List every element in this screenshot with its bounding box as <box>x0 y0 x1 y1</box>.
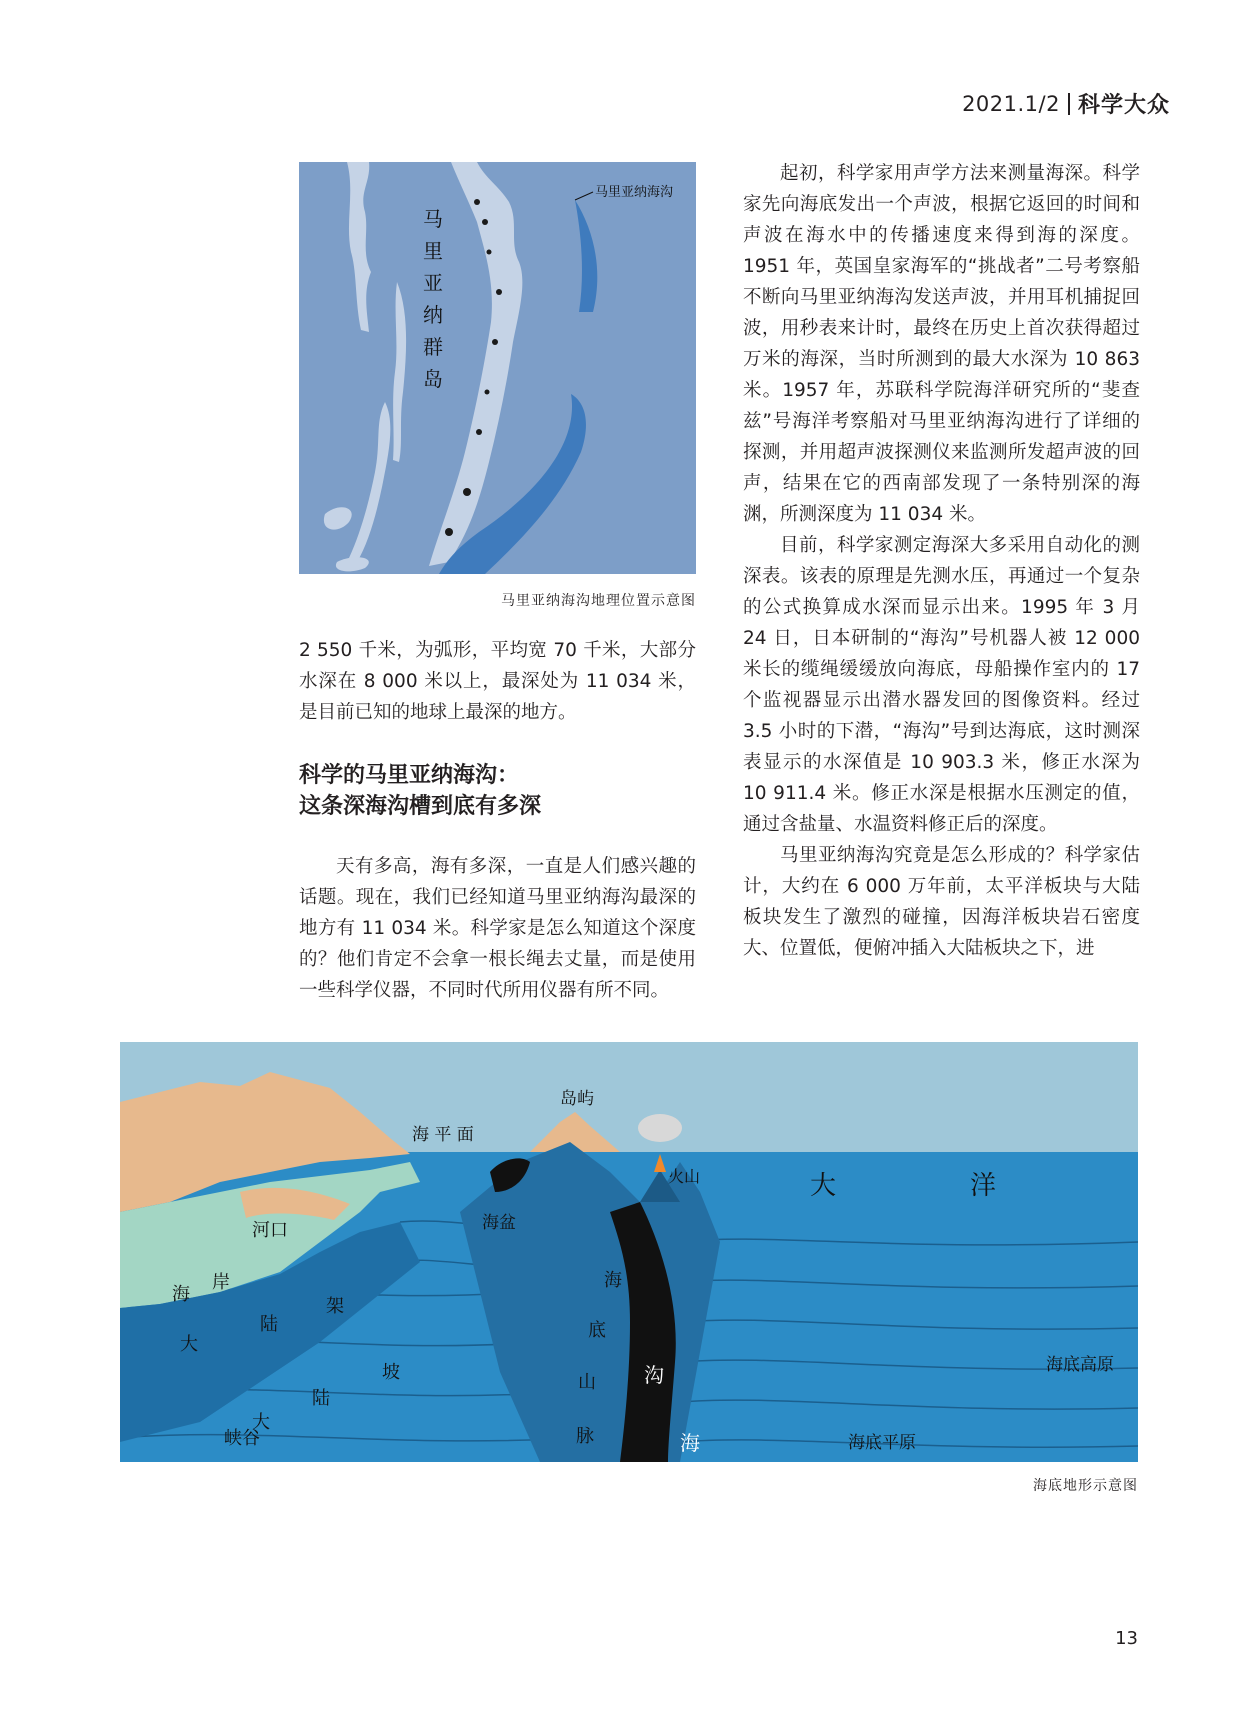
header-divider <box>1068 93 1070 115</box>
map-label-island-1: 马 <box>423 207 443 231</box>
label-trench-2: 沟 <box>644 1363 664 1387</box>
map-label-island-3: 亚 <box>423 271 443 295</box>
map-dot <box>476 429 482 435</box>
section-heading <box>299 760 696 822</box>
map-dot <box>492 339 498 345</box>
left-column-body <box>299 851 696 1006</box>
intro-paragraph: 2 550 千米，为弧形，平均宽 70 千米，大部分水深在 8 000 米以上，最深处为 11 034 米，是目前已知的地球上最深的地方。 <box>299 640 696 723</box>
diagram-caption: 海底地形示意图 <box>1033 1478 1138 1494</box>
map-dot <box>474 199 480 205</box>
label-shelf-1: 大 <box>180 1334 198 1355</box>
label-plain: 海底平原 <box>848 1433 916 1453</box>
label-basin: 海盆 <box>482 1213 516 1233</box>
label-shelf-2: 陆 <box>260 1314 278 1335</box>
map-dot <box>463 488 471 496</box>
map-label-island-2: 里 <box>423 239 443 263</box>
label-coast-1: 海 <box>172 1284 190 1305</box>
left-column <box>299 635 696 728</box>
label-coast-2: 岸 <box>212 1272 230 1293</box>
label-ridge-4: 脉 <box>576 1426 594 1447</box>
label-slope-3: 坡 <box>382 1362 400 1383</box>
diagram-svg <box>120 1042 1138 1462</box>
map-label-trench: 马里亚纳海沟 <box>595 185 674 200</box>
map-label-island-6: 岛 <box>423 367 443 391</box>
map-label-island-5: 群 <box>423 335 443 359</box>
label-canyon: 峡谷 <box>224 1428 260 1449</box>
heading-line-1: 科学的马里亚纳海沟： <box>299 763 520 788</box>
map-dot <box>485 390 490 395</box>
label-ridge-3: 山 <box>578 1372 596 1393</box>
map-caption: 马里亚纳海沟地理位置示意图 <box>501 593 696 609</box>
map-label-island-4: 纳 <box>423 303 443 327</box>
magazine-title: 科学大众 <box>1077 92 1170 118</box>
map-dot <box>445 528 453 536</box>
right-column <box>743 158 1140 964</box>
seafloor-diagram <box>120 1042 1138 1462</box>
label-volcano: 火山 <box>668 1167 701 1186</box>
diagram-volcano-smoke <box>638 1114 682 1142</box>
map-dot <box>487 250 492 255</box>
map-dot <box>496 289 502 295</box>
label-ocean-2: 洋 <box>970 1171 997 1201</box>
trench-location-map <box>299 162 696 574</box>
label-trench-1: 海 <box>680 1431 700 1455</box>
right-paragraph-2: 目前，科学家测定海深大多采用自动化的测深表。该表的原理是先测水压，再通过一个复杂的公式换算成水深而显示出来。1995 年 3 月 24 日，日本研制的“海沟”号机器人被 12 000 米长的缆绳缓缓放向海底，母船操作室内的 17 个监视器显示出潜水器发回的图像资料。经过 3.5 小时的下潜，“海沟”号到达海底，这时测深表显示的水深值是 10 903.3 米，修正水深为 10 911.4 米。修正水深是根据水压测定的值，通过含盐量、水温资料修正后的深度。 <box>743 535 1140 835</box>
label-sea-level: 海 平 面 <box>412 1125 474 1145</box>
map-dot <box>482 219 488 225</box>
map-svg <box>299 162 696 574</box>
label-slope-2: 陆 <box>312 1388 330 1409</box>
page-header <box>962 88 1170 119</box>
label-island: 岛屿 <box>560 1089 594 1109</box>
heading-line-2: 这条深海沟槽到底有多深 <box>299 794 542 819</box>
label-ridge-2: 底 <box>588 1320 606 1341</box>
issue-date: 2021.1/2 <box>962 91 1060 116</box>
page-number: 13 <box>1115 1628 1138 1649</box>
left-paragraph-1: 天有多高，海有多深，一直是人们感兴趣的话题。现在，我们已经知道马里亚纳海沟最深的地方有 11 034 米。科学家是怎么知道这个深度的？他们肯定不会拿一根长绳去丈量，而是使用一些科学仪器，不同时代所用仪器有所不同。 <box>299 856 696 1001</box>
label-ocean-1: 大 <box>810 1171 837 1201</box>
label-shelf-3: 架 <box>326 1296 344 1317</box>
label-plateau: 海底高原 <box>1046 1355 1114 1375</box>
right-paragraph-1: 起初，科学家用声学方法来测量海深。科学家先向海底发出一个声波，根据它返回的时间和声波在海水中的传播速度来得到海的深度。1951 年，英国皇家海军的“挑战者”二号考察船不断向马里亚纳海沟发送声波，并用耳机捕捉回波，用秒表来计时，最终在历史上首次获得超过万米的海深，当时所测到的最大水深为 10 863 米。1957 年，苏联科学院海洋研究所的“斐查兹”号海洋考察船对马里亚纳海沟进行了详细的探测，并用超声波探测仪来监测所发超声波的回声，结果在它的西南部发现了一条特别深的海渊，所测深度为 11 034 米。 <box>743 163 1140 525</box>
label-ridge-1: 海 <box>604 1270 622 1291</box>
label-estuary: 河口 <box>252 1220 288 1241</box>
right-paragraph-3: 马里亚纳海沟究竟是怎么形成的？科学家估计，大约在 6 000 万年前，太平洋板块与大陆板块发生了激烈的碰撞，因海洋板块岩石密度大、位置低，便俯冲插入大陆板块之下，进 <box>743 845 1140 959</box>
label-slope-1: 大 <box>252 1412 270 1433</box>
